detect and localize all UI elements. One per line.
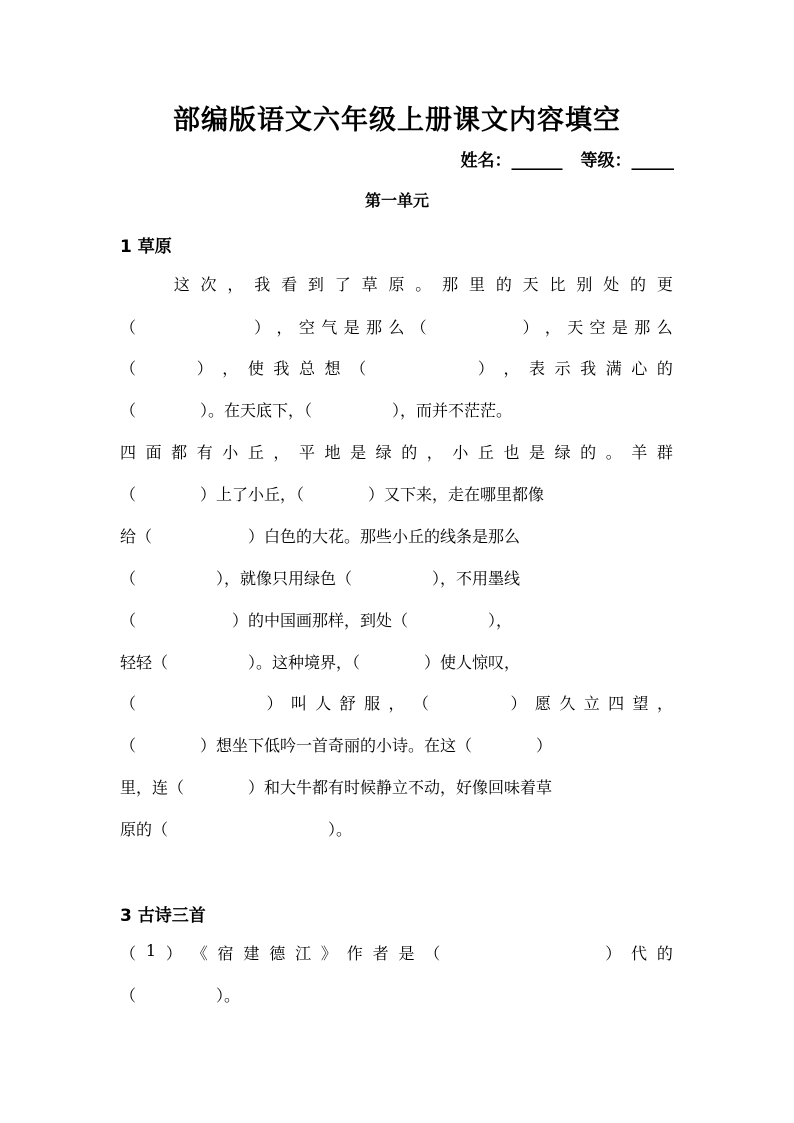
char (232, 315, 248, 338)
char: （ (120, 944, 137, 963)
text-line: 给（ ）白色的大花。那些小丘的线条是那么 (120, 527, 521, 546)
char: 表 (529, 359, 546, 378)
char: ， (227, 275, 244, 294)
text-line: （ ）的中国画那样，到处（ ）， (120, 611, 513, 630)
char: 处 (603, 275, 620, 294)
char (209, 315, 225, 338)
char (528, 941, 544, 964)
char (142, 315, 158, 338)
char: 更 (656, 275, 673, 294)
char: 宿 (217, 944, 234, 963)
char: ） (522, 318, 539, 337)
char: 者 (372, 944, 389, 963)
char: 都 (171, 443, 188, 462)
char (193, 691, 209, 714)
char: 绿 (375, 443, 392, 462)
char (450, 941, 466, 964)
char: ） (605, 944, 622, 963)
char: 使 (247, 359, 264, 378)
char: 到 (307, 275, 324, 294)
char: 气 (321, 318, 338, 337)
char (147, 272, 163, 295)
char: 望 (632, 694, 649, 713)
text-line: （ ）。在天底下，（ ），而并不茫茫。 (120, 401, 513, 420)
char: 丘 (477, 443, 494, 462)
char (486, 691, 502, 714)
char: ） (266, 694, 283, 713)
char: 天 (522, 275, 539, 294)
char: 别 (576, 275, 593, 294)
char: 。 (415, 275, 432, 294)
char: 也 (503, 443, 520, 462)
char: ， (273, 443, 290, 462)
text-line: 里，连（ ）和大牛都有时候静立不动，好像回味着草 (120, 778, 553, 797)
char: 叫 (290, 694, 307, 713)
char (500, 315, 516, 338)
char: ） (165, 944, 182, 963)
char: 建 (243, 944, 260, 963)
char: 立 (583, 694, 600, 713)
text-line: 轻轻（ ）。这种境界，（ ）使人惊叹， (120, 653, 521, 672)
char (579, 941, 595, 964)
char (218, 691, 234, 714)
char: 代 (631, 944, 648, 963)
char: 四 (120, 443, 137, 462)
text-line (120, 691, 673, 714)
char: ， (276, 318, 293, 337)
char: 江 (295, 944, 312, 963)
char: （ (120, 359, 137, 378)
char (242, 691, 258, 714)
char: 德 (269, 944, 286, 963)
char: 是 (611, 318, 628, 337)
char: 人 (315, 694, 332, 713)
text-line (120, 941, 673, 964)
char: 愿 (534, 694, 551, 713)
char (452, 356, 468, 379)
char: 次 (200, 275, 217, 294)
char (554, 941, 570, 964)
char: 那 (442, 275, 459, 294)
char (401, 356, 417, 379)
char: 平 (298, 443, 315, 462)
text-line: （ ），就像只用绿色（ ），不用墨线 (120, 569, 521, 588)
char: 草 (361, 275, 378, 294)
char: （ (410, 318, 427, 337)
char (169, 691, 185, 714)
char: 原 (388, 275, 405, 294)
char: 那 (634, 318, 651, 337)
char: 里 (468, 275, 485, 294)
char: 示 (554, 359, 571, 378)
char: 心 (631, 359, 648, 378)
char: 羊 (631, 443, 648, 462)
char: 》 (320, 944, 337, 963)
char: （ (350, 359, 367, 378)
text-line (120, 272, 673, 295)
char: 看 (281, 275, 298, 294)
name-grade-row (461, 146, 675, 171)
char: ， (656, 694, 673, 713)
char (476, 941, 492, 964)
char: 地 (324, 443, 341, 462)
char: 面 (145, 443, 162, 462)
char: 比 (549, 275, 566, 294)
text-line: （ ）上了小丘，（ ）又下来，走在哪里都像 (120, 485, 545, 504)
char: ） (196, 359, 213, 378)
char (433, 315, 449, 338)
char: 的 (656, 944, 673, 963)
char: 绿 (554, 443, 571, 462)
text-line (120, 315, 673, 338)
char: 舒 (339, 694, 356, 713)
char: 我 (254, 275, 271, 294)
char (187, 315, 203, 338)
char: ， (426, 443, 443, 462)
char: ） (477, 359, 494, 378)
char: 天 (567, 318, 584, 337)
char: 是 (343, 318, 360, 337)
char: 空 (298, 318, 315, 337)
char: 群 (656, 443, 673, 462)
char: ， (544, 318, 561, 337)
char: （ (424, 944, 441, 963)
char: 久 (559, 694, 576, 713)
char: （ (120, 318, 137, 337)
char: 的 (580, 443, 597, 462)
char (427, 356, 443, 379)
char: 么 (656, 318, 673, 337)
char: 么 (388, 318, 405, 337)
char: 《 (191, 944, 208, 963)
section-heading: 1 草原 (120, 237, 172, 257)
char: 的 (630, 275, 647, 294)
char: （ (120, 694, 137, 713)
char: 满 (605, 359, 622, 378)
char: 空 (589, 318, 606, 337)
text-line: 原的（ ）。 (120, 820, 353, 839)
char: 我 (580, 359, 597, 378)
grade-field-label[interactable]: 等级：_____ (580, 151, 674, 171)
char (120, 272, 136, 295)
text-line: （ ）。 (120, 986, 241, 1005)
char: 小 (222, 443, 239, 462)
document-title: 部编版语文六年级上册课文内容填空 (173, 105, 621, 136)
unit-heading: 第一单元 (364, 191, 429, 210)
name-field-label[interactable]: 姓名：______ (460, 151, 563, 171)
char: ， (388, 694, 405, 713)
char: 这 (173, 275, 190, 294)
char: 那 (365, 318, 382, 337)
char (146, 356, 162, 379)
char: 有 (196, 443, 213, 462)
text-line (120, 440, 673, 463)
char (478, 315, 494, 338)
char: 是 (398, 944, 415, 963)
char: 想 (324, 359, 341, 378)
char: 。 (605, 443, 622, 462)
char: ） (510, 694, 527, 713)
char: 了 (334, 275, 351, 294)
char (462, 691, 478, 714)
char (165, 315, 181, 338)
char: 的 (656, 359, 673, 378)
char: 小 (452, 443, 469, 462)
char: 四 (608, 694, 625, 713)
char: ， (222, 359, 239, 378)
char (171, 356, 187, 379)
char: 服 (364, 694, 381, 713)
char: 我 (273, 359, 290, 378)
text-line: （ ）想坐下低吟一首奇丽的小诗。在这（ ） (120, 736, 553, 755)
char: 是 (529, 443, 546, 462)
char (376, 356, 392, 379)
char (144, 691, 160, 714)
char: ， (503, 359, 520, 378)
char: ） (254, 318, 271, 337)
text-line (120, 356, 673, 379)
char: 总 (298, 359, 315, 378)
char (455, 315, 471, 338)
char: 丘 (247, 443, 264, 462)
char: 的 (495, 275, 512, 294)
char: 作 (346, 944, 363, 963)
char: 的 (401, 443, 418, 462)
char (437, 691, 453, 714)
char (502, 941, 518, 964)
char: 是 (350, 443, 367, 462)
char: 1 (145, 941, 157, 960)
section-heading: 3 古诗三首 (120, 906, 206, 926)
char: （ (412, 694, 429, 713)
